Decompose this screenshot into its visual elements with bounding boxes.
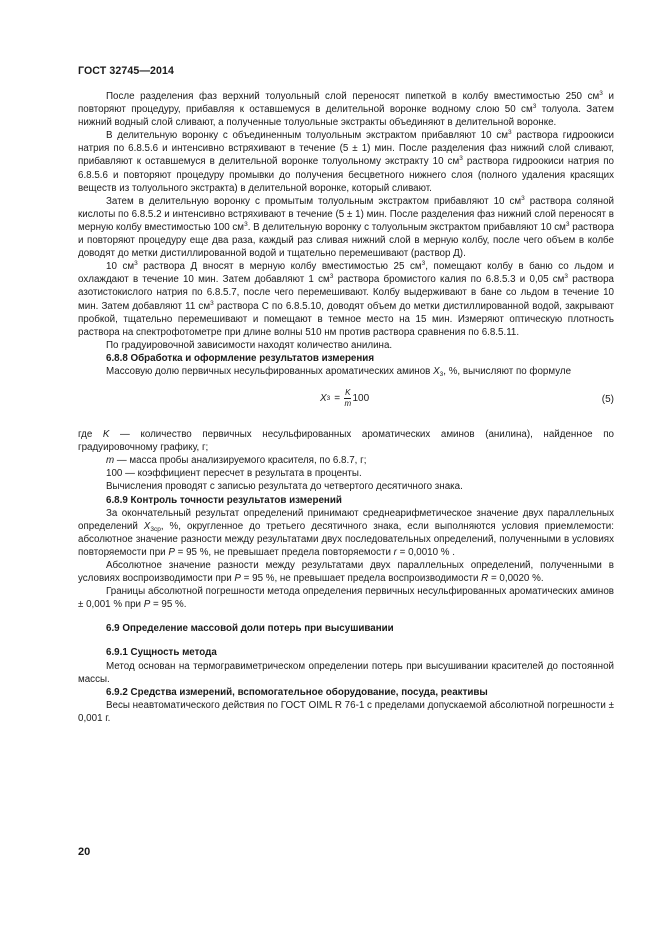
- paragraph: 10 $см^3$ раствора Д вносят в мерную колбу вместимостью 25 $см^3$, помещают колбу в баню со льдом и охлаждают в течение 10 мин. Затем добавляют 1 $см^3$ раствора бромистого калия по 6.8.5.3 и 0,05 $см^3$ раствора азотистокислого натрия по 6.8.5.7, после чего перемешивают. Колбу выдерживают в бане со льдом в течение 10 мин. Затем добавляют 11 $см^3$ раствора С по 6.8.5.10, доводят объем до метки дистиллированной водой, закрывают пробкой, тщательно перемешивают и помещают в темное место на 15 мин. Измеряют оптическую плотность раствора на спектрофотометре при длине волны 510 нм против раствора сравнения по 6.8.5.11.: [78, 260, 614, 338]
- paragraph: m — масса пробы анализируемого красителя, по 6.8.7, г;: [106, 455, 367, 467]
- paragraph: В делительную воронку с объединенным толуольным экстрактом прибавляют 10 $см^3$ раствора гидроокиси натрия по 6.8.5.6 и интенсивно встряхивают в течение (5 ± 1) мин. После разделения фаз нижний слой сливают, прибавляют к оставшемуся в делительной воронке толуольному экстракту 10 $см^3$ раствора гидроокиси натрия по 6.8.5.6 и повторяют процедуру промывки до получения бесцветного нижнего слоя (полного удаления красящих веществ из толуольного экстракта) в делительной воронке, который сливают.: [78, 129, 615, 194]
- paragraph: По градуировочной зависимости находят количество анилина.: [106, 339, 393, 351]
- section-heading-6-9: 6.9 Определение массовой доли потерь при высушивании: [106, 623, 394, 635]
- formula-number: (5): [601, 394, 614, 406]
- paragraph: После разделения фаз верхний толуольный слой переносят пипеткой в колбу вместимостью 250 $см^3$ и повторяют процедуру, прибавляя к оставшемуся в делительной воронке водному слою 50 $см^3$ толуола. Затем нижний водный слой сливают, а полученные толуольные экстракты объединяют в делительной воронке.: [78, 90, 615, 129]
- paragraph: Массовую долю первичных несульфированных ароматических аминов $X_3$, %, вычисляют по формуле: [106, 365, 572, 378]
- paragraph: где K — количество первичных несульфированных ароматических аминов (анилина), найденное по градуировочному графику, г;: [78, 429, 614, 454]
- section-heading-6-9-2: 6.9.2 Средства измерений, вспомогательное оборудование, посуда, реактивы: [106, 686, 488, 698]
- paragraph: 100 — коэффициент пересчет в результата в проценты.: [106, 468, 362, 480]
- paragraph: За окончательный результат определений принимают среднеарифметическое значение двух параллельных определений $X_{3ср}$, %, округленное до третьего десятичного знака, если выполняются условия приемлемости: абсолютное значение разности между результатами двух последовательных определений, полученными в условиях повторяемости при P = 95 %, не превышает предела повторяемости r = 0,0010 % .: [78, 507, 614, 558]
- fraction: $\frac{K}{m}$: [344, 388, 352, 409]
- paragraph: Весы неавтоматического действия по ГОСТ OIML R 76-1 с пределами допускаемой абсолютной погрешности ± 0,001 г.: [78, 699, 614, 724]
- paragraph: Границы абсолютной погрешности метода определения первичных несульфированных ароматических аминов ± 0,001 % при P = 95 %.: [78, 586, 614, 611]
- paragraph: Вычисления проводят с записью результата до четвертого десятичного знака.: [106, 481, 463, 493]
- paragraph: Абсолютное значение разности между результатами двух параллельных определений, полученными в условиях воспроизводимости при P = 95 %, не превышает предела воспроизводимости R = 0,0020 %.: [78, 560, 614, 585]
- document-header: ГОСТ 32745—2014: [78, 65, 175, 77]
- document-body: [78, 90, 614, 725]
- paragraph: Метод основан на термогравиметрическом определении потерь при высушивании красителей до постоянной массы.: [78, 660, 614, 685]
- section-heading-6-8-9: 6.8.9 Контроль точности результатов измерений: [106, 494, 342, 506]
- section-heading-6-8-8: 6.8.8 Обработка и оформление результатов измерения: [106, 352, 375, 364]
- page-number: 20: [78, 846, 91, 858]
- paragraph: Затем в делительную воронку с промытым толуольным экстрактом прибавляют 10 $см^3$ раствора соляной кислоты по 6.8.5.2 и интенсивно встряхивают в течение (5 ± 1) мин. После разделения фаз нижний слой переносят в мерную колбу вместимостью 100 $см^3$. В делительную воронку с толуольным экстрактом прибавляют 10 $см^3$ раствора и повторяют процедуру еще два раза, каждый раз сливая нижний слой в мерную колбу, после чего объем в колбе доводят до метки дистиллированной водой и тщательно перемешивают (раствор Д).: [78, 194, 614, 260]
- formula-5: [78, 385, 614, 419]
- section-heading-6-9-1: 6.9.1 Сущность метода: [106, 647, 217, 659]
- formula-expression: X 3 = $\frac{K}{m}$ 100: [320, 388, 370, 409]
